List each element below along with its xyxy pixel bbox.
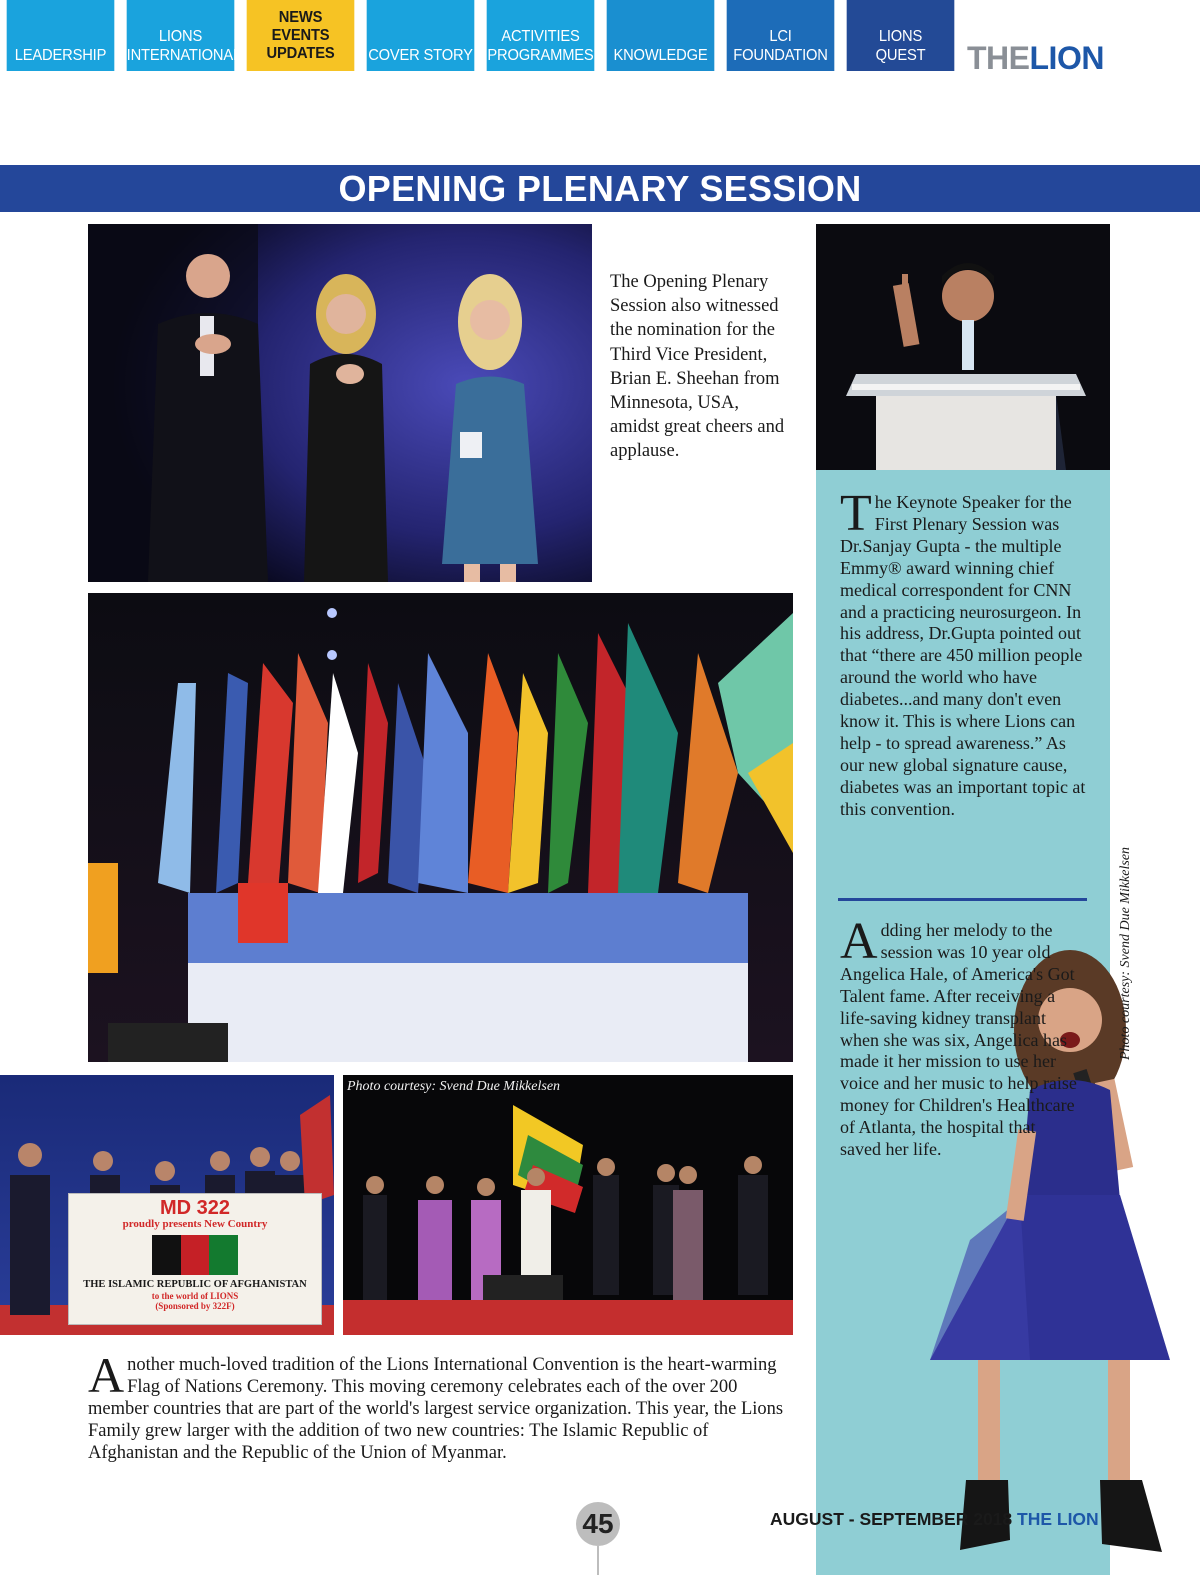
angelica-paragraph	[840, 913, 1080, 1161]
nav-tab-lions-quest[interactable]	[847, 0, 955, 71]
banner-world: to the world of LIONS	[151, 1291, 239, 1301]
flag-ceremony-paragraph	[88, 1347, 798, 1464]
nav-tab-news-events-updates[interactable]	[247, 0, 355, 71]
nav-tab-label: LEADERSHIP	[14, 47, 107, 64]
nav-tab-label: LCI	[769, 28, 792, 45]
photo-afghanistan-banner	[0, 1075, 334, 1335]
nav-tab-label: ACTIVITIES	[501, 28, 580, 45]
photo-credit-inline: Photo courtesy: Svend Due Mikkelsen	[347, 1079, 561, 1094]
nav-tab-label: UPDATES	[266, 44, 335, 62]
page-number-line	[597, 1546, 599, 1575]
photo-credit-vertical: Photo courtesy: Svend Due Mikkelsen	[1118, 846, 1133, 1060]
page-number: 45	[576, 1502, 620, 1546]
afghan-flag	[152, 1235, 238, 1275]
banner-country: THE ISLAMIC REPUBLIC OF AFGHANISTAN	[83, 1279, 307, 1290]
banner-md: MD 322	[159, 1197, 231, 1219]
photo-myanmar-flag	[343, 1075, 793, 1335]
nav-tab-leadership[interactable]	[7, 0, 115, 71]
nav-tab-label: LIONS	[158, 28, 203, 45]
nav-tab-label: LIONS	[878, 28, 923, 45]
dropcap: A	[840, 913, 878, 970]
section-divider	[838, 898, 1087, 901]
footer-magazine: THE LION	[1017, 1509, 1099, 1529]
nav-tab-label: NEWS	[278, 8, 323, 26]
photo-caption-vice-president: The Opening Plenary Session also witnessed the nomination for the Third Vice President, Brian E. Sheehan from Minnesota, USA, amidst great cheers and applause.	[610, 272, 785, 462]
banner-presents: proudly presents New Country	[122, 1218, 268, 1230]
photo-officials-applauding	[88, 224, 592, 582]
page-title: OPENING PLENARY SESSION	[0, 165, 1200, 212]
nav-tab-lci-foundation[interactable]	[727, 0, 835, 71]
flag-ceremony-text: nother much-loved tradition of the Lions International Convention is the heart-warming Flag of Nations Ceremony. This moving ceremony celebrates each of the over 200 member countries that are part of the world's largest service organization. This year, the Lions Family grew larger with the addition of two new countries: The Islamic Republic of Afghanistan and the Republic of the Union of Myanmar.	[88, 1355, 784, 1463]
logo-the: THE	[967, 40, 1030, 76]
nav-tab-lions-international[interactable]	[126, 0, 241, 71]
nav-tab-knowledge[interactable]	[607, 0, 715, 71]
footer-date: AUGUST - SEPTEMBER 2018	[770, 1509, 1013, 1529]
nav-tab-activities-programmes[interactable]	[487, 0, 595, 71]
angelica-text: dding her melody to the session was 10 year old Angelica Hale, of America's Got Talent fame. After receiving a life-saving kidney transplant when she was six, Angelica has made it her mission to use her voice and her music to help raise money for Children's Healthcare of Atlanta, the hospital that saved her life.	[840, 920, 1077, 1160]
dropcap: T	[840, 485, 872, 542]
keynote-paragraph	[840, 485, 1092, 821]
nav-tab-label: QUEST	[875, 47, 926, 64]
nav-tab-label: PROGRAMMES	[487, 47, 594, 64]
photo-flag-ceremony	[88, 593, 793, 1062]
nav-tab-label: INTERNATIONAL	[126, 47, 241, 64]
top-navigation	[0, 0, 1200, 76]
banner-sponsor: (Sponsored by 322F)	[155, 1301, 235, 1311]
footer-issue	[770, 1509, 1099, 1530]
afghanistan-banner	[68, 1193, 322, 1325]
nav-tab-label: KNOWLEDGE	[613, 47, 708, 64]
nav-tab-label: COVER STORY	[368, 47, 473, 64]
nav-tab-cover-story[interactable]	[367, 0, 475, 71]
keynote-text: he Keynote Speaker for the First Plenary Session was Dr.Sanjay Gupta - the multiple Emmy® award winning chief medical correspondent for CNN and a practicing neurosurgeon. In his address, Dr.Gupta pointed out that “there are 450 million people around the world who have diabetes...and many don't even know it. This is where Lions can help - to spread awareness.” As our new global signature cause, diabetes was an important topic at this convention.	[840, 492, 1086, 819]
nav-tab-label: EVENTS	[271, 26, 330, 44]
dropcap: A	[88, 1347, 125, 1403]
nav-tab-label: FOUNDATION	[733, 47, 828, 64]
logo-lion: LION	[1029, 40, 1104, 76]
photo-keynote-speaker	[816, 224, 1110, 470]
magazine-logo	[967, 40, 1104, 76]
